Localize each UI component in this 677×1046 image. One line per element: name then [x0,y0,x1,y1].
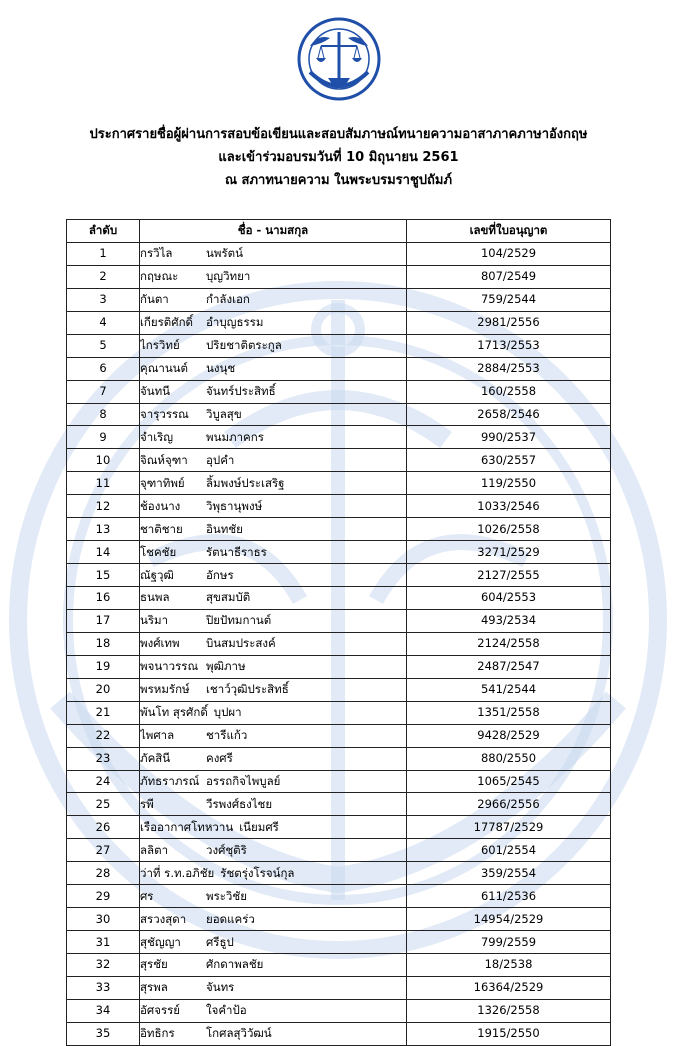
row-number: 13 [67,518,140,541]
row-name [140,518,407,541]
heading-line-3: ณ สภาทนายความ ในพระบรมราชูปถัมภ์ [224,173,453,188]
last-name: วงศ์ชุติริ [206,842,247,857]
row-name [140,449,407,472]
table-row [67,954,611,977]
first-name: นริมา [140,613,169,628]
row-number: 27 [67,839,140,862]
table-row [67,678,611,701]
row-name [140,908,407,931]
row-license-number: 359/2554 [407,862,611,885]
table-row [67,380,611,403]
table-row [67,541,611,564]
row-number: 34 [67,999,140,1022]
first-name: กันตา [140,292,169,307]
row-license-number: 1915/2550 [407,1022,611,1045]
row-number: 35 [67,1022,140,1045]
row-license-number: 807/2549 [407,265,611,288]
row-license-number: 990/2537 [407,426,611,449]
first-name: ลลิตา [140,842,169,857]
last-name: รัชตรุ่งโรจน์กุล [220,865,295,880]
row-license-number: 2127/2555 [407,564,611,587]
last-name: วิพุธานุพงษ์ [206,498,263,513]
row-number: 29 [67,885,140,908]
table-row [67,426,611,449]
table-row [67,908,611,931]
last-name: เชาว์วุฒิประสิทธิ์ [206,682,289,697]
table-row [67,1022,611,1045]
row-license-number: 1351/2558 [407,701,611,724]
row-number: 31 [67,931,140,954]
last-name: จันทร [206,980,235,995]
row-license-number: 1713/2553 [407,334,611,357]
header-no: ลำดับ [67,220,140,243]
row-name [140,724,407,747]
row-license-number: 1026/2558 [407,518,611,541]
row-number: 1 [67,242,140,265]
row-number: 24 [67,770,140,793]
first-name: พรหมรักษ์ [140,682,190,697]
row-license-number: 611/2536 [407,885,611,908]
row-number: 2 [67,265,140,288]
row-number: 21 [67,701,140,724]
row-name [140,334,407,357]
first-name: สุรพล [140,980,168,995]
row-license-number: 601/2554 [407,839,611,862]
table-row [67,862,611,885]
first-name: จันทนี [140,384,171,399]
row-number: 7 [67,380,140,403]
table-row [67,839,611,862]
passed-candidates-table [66,219,611,1046]
table-row [67,632,611,655]
table-row [67,793,611,816]
row-license-number: 2884/2553 [407,357,611,380]
row-number: 12 [67,495,140,518]
row-license-number: 799/2559 [407,931,611,954]
table-row [67,816,611,839]
first-name: โชคชัย [140,544,177,559]
row-name [140,357,407,380]
first-name: คุณานนต์ [140,361,189,376]
table-row [67,885,611,908]
table-row [67,587,611,610]
row-name [140,701,407,724]
row-number: 4 [67,311,140,334]
row-name [140,288,407,311]
first-name: เรืออากาศโทหวาน [140,819,234,834]
row-number: 17 [67,609,140,632]
row-number: 26 [67,816,140,839]
row-name [140,495,407,518]
row-license-number: 541/2544 [407,678,611,701]
first-name: ช้องนาง [140,498,181,513]
first-name: พงศ์เทพ [140,636,180,651]
row-license-number: 9428/2529 [407,724,611,747]
table-row [67,334,611,357]
first-name: ไพศาล [140,728,175,743]
row-name [140,541,407,564]
row-license-number: 1033/2546 [407,495,611,518]
last-name: โกศลสุวิวัฒน์ [206,1026,272,1041]
table-row [67,655,611,678]
row-license-number: 2658/2546 [407,403,611,426]
last-name: ยอดแคร่ว [206,911,255,926]
row-number: 30 [67,908,140,931]
last-name: พนมภาคกร [206,429,264,444]
row-name [140,999,407,1022]
row-license-number: 2124/2558 [407,632,611,655]
table-row [67,518,611,541]
row-name [140,747,407,770]
last-name: อุปคำ [206,452,235,467]
row-name [140,242,407,265]
row-number: 11 [67,472,140,495]
row-license-number: 630/2557 [407,449,611,472]
row-license-number: 2487/2547 [407,655,611,678]
last-name: วีรพงศ์ธงไชย [206,796,273,811]
first-name: ศร [140,888,154,903]
last-name: บุปผา [213,705,242,720]
row-name [140,380,407,403]
row-name [140,609,407,632]
last-name: พุฒิภาษ [206,659,246,674]
last-name: ปริยชาติตระกูล [206,338,282,353]
first-name: เกียรติศักดิ์ [140,315,194,330]
row-name [140,954,407,977]
table-row [67,449,611,472]
first-name: สุชัญญา [140,934,181,949]
first-name: ชาติชาย [140,521,183,536]
table-row [67,770,611,793]
first-name: สรวงสุดา [140,911,187,926]
row-number: 33 [67,976,140,999]
last-name: ศรีธูป [206,934,234,949]
last-name: บุญวิทยา [206,269,251,284]
row-number: 32 [67,954,140,977]
row-license-number: 104/2529 [407,242,611,265]
row-name [140,564,407,587]
row-license-number: 759/2544 [407,288,611,311]
row-name [140,678,407,701]
row-name [140,793,407,816]
last-name: เนียมศรี [239,819,279,834]
row-license-number: 119/2550 [407,472,611,495]
last-name: อำบุญธรรม [206,315,264,330]
row-name [140,976,407,999]
first-name: รพี [140,796,154,811]
last-name: กำลังเอก [206,292,250,307]
last-name: อักษร [206,567,234,582]
first-name: ภัทธราภรณ์ [140,773,200,788]
row-number: 3 [67,288,140,311]
header-license: เลขที่ใบอนุญาต [407,220,611,243]
first-name: จำเริญ [140,429,174,444]
row-name [140,885,407,908]
row-name [140,862,407,885]
table-row [67,701,611,724]
row-license-number: 16364/2529 [407,976,611,999]
table-row [67,311,611,334]
row-number: 28 [67,862,140,885]
last-name: รัตนาธีราธร [206,544,267,559]
first-name: ภัคสินี [140,751,171,766]
last-name: นพรัตน์ [206,246,243,261]
last-name: นงนุช [206,361,236,376]
row-name [140,655,407,678]
row-number: 9 [67,426,140,449]
table-row [67,931,611,954]
last-name: ลิ้มพงษ์ประเสริฐ [206,475,285,490]
row-number: 18 [67,632,140,655]
table-row [67,976,611,999]
row-license-number: 14954/2529 [407,908,611,931]
row-license-number: 17787/2529 [407,816,611,839]
row-name [140,587,407,610]
row-number: 20 [67,678,140,701]
table-row [67,357,611,380]
last-name: จันทร์ประสิทธิ์ [206,384,276,399]
row-number: 22 [67,724,140,747]
row-name [140,472,407,495]
first-name: ณัฐวุฒิ [140,567,174,582]
heading-line-2: และเข้าร่วมอบรมวันที่ 10 มิถุนายน 2561 [218,150,459,165]
last-name: พระวิชัย [206,888,247,903]
row-license-number: 1065/2545 [407,770,611,793]
row-number: 8 [67,403,140,426]
last-name: สุขสมบัติ [206,590,251,605]
last-name: คงศรี [206,751,233,766]
last-name: ปิยปัทมกานต์ [206,613,272,628]
table-row [67,747,611,770]
first-name: พันโท สุรศักดิ์ [140,705,208,720]
last-name: อินทชัย [206,521,243,536]
first-name: จิณห์จุฑา [140,452,188,467]
row-name [140,1022,407,1045]
row-number: 16 [67,587,140,610]
first-name: จุฑาทิพย์ [140,475,185,490]
row-number: 25 [67,793,140,816]
first-name: ว่าที่ ร.ท.อภิชัย [140,865,215,880]
row-license-number: 493/2534 [407,609,611,632]
announcement-heading [20,123,657,192]
table-row [67,564,611,587]
last-name: ศักดาพลชัย [206,957,264,972]
table-body [67,242,611,1045]
table-row [67,403,611,426]
row-name [140,839,407,862]
row-name [140,632,407,655]
first-name: อิทธิกร [140,1026,175,1041]
row-number: 14 [67,541,140,564]
row-number: 6 [67,357,140,380]
lawyers-council-logo [296,16,382,102]
table-row [67,609,611,632]
table-row [67,265,611,288]
row-license-number: 1326/2558 [407,999,611,1022]
first-name: กฤษณะ [140,269,179,284]
table-row [67,724,611,747]
row-number: 10 [67,449,140,472]
table-row [67,288,611,311]
row-name [140,770,407,793]
last-name: ใจคำป้อ [206,1003,247,1018]
last-name: วิบูลสุข [206,406,242,421]
header-name: ชื่อ - นามสกุล [140,220,407,243]
row-name [140,931,407,954]
last-name: บินสมประสงค์ [206,636,276,651]
row-license-number: 604/2553 [407,587,611,610]
row-number: 23 [67,747,140,770]
table-header-row [67,220,611,243]
table-row [67,999,611,1022]
row-number: 19 [67,655,140,678]
first-name: ธนพล [140,590,170,605]
first-name: สุรชัย [140,957,168,972]
row-license-number: 2981/2556 [407,311,611,334]
row-license-number: 3271/2529 [407,541,611,564]
row-license-number: 18/2538 [407,954,611,977]
first-name: ไกรวิทย์ [140,338,180,353]
row-license-number: 2966/2556 [407,793,611,816]
row-name [140,426,407,449]
last-name: ชารีแก้ว [206,728,248,743]
row-name [140,816,407,839]
table-row [67,495,611,518]
table-row [67,472,611,495]
last-name: อรรถกิจไพบูลย์ [206,773,281,788]
row-number: 5 [67,334,140,357]
row-name [140,403,407,426]
row-number: 15 [67,564,140,587]
first-name: อัศจรรย์ [140,1003,181,1018]
row-license-number: 880/2550 [407,747,611,770]
first-name: จารุวรรณ [140,406,189,421]
first-name: พจนาวรรณ [140,659,199,674]
row-name [140,311,407,334]
table-row [67,242,611,265]
row-license-number: 160/2558 [407,380,611,403]
row-name [140,265,407,288]
first-name: กรวิไล [140,246,173,261]
heading-line-1: ประกาศรายชื่อผู้ผ่านการสอบข้อเขียนและสอบสัมภาษณ์ทนายความอาสาภาคภาษาอังกฤษ [89,127,588,142]
